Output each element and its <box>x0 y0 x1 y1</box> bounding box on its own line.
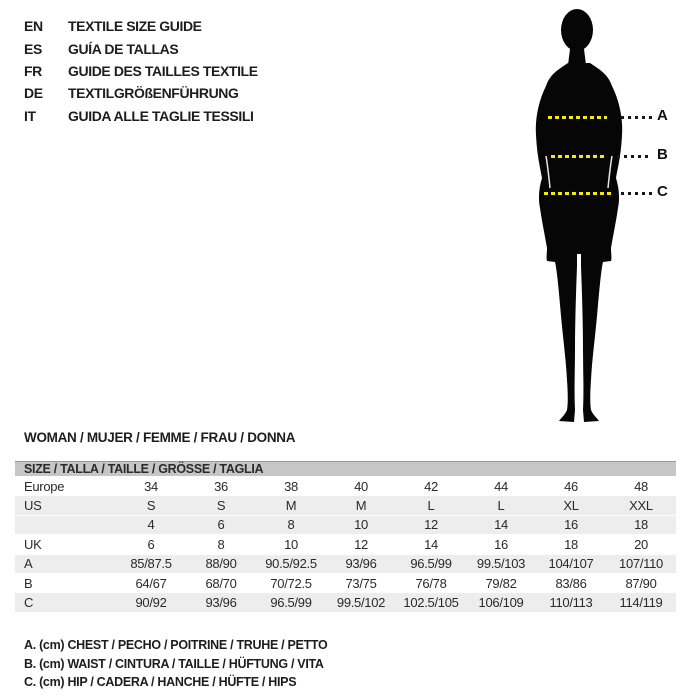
size-cell: 107/110 <box>619 556 663 572</box>
size-cell: 12 <box>354 536 368 552</box>
size-cell: 8 <box>287 517 295 533</box>
language-row-en <box>24 15 258 37</box>
chest-measure-label: A <box>657 107 668 124</box>
size-cell: 46 <box>564 478 578 494</box>
language-row-fr <box>24 60 258 82</box>
size-cell: 87/90 <box>625 575 657 591</box>
size-cell: 106/109 <box>478 595 524 611</box>
size-cell: 6 <box>217 517 225 533</box>
size-cell: 90.5/92.5 <box>265 556 317 572</box>
size-cell: S <box>216 498 226 514</box>
size-cell: 93/96 <box>205 595 237 611</box>
size-cell: 18 <box>634 517 648 533</box>
table-row-waist <box>15 573 676 592</box>
size-cell: 83/86 <box>555 575 587 591</box>
size-cell: 102.5/105 <box>403 595 459 611</box>
waist-measure-label: B <box>657 146 668 163</box>
language-title: GUÍA DE TALLAS <box>68 40 179 57</box>
size-cell: XL <box>563 498 579 514</box>
size-cell: 10 <box>354 517 368 533</box>
size-cell: 6 <box>147 536 155 552</box>
size-cell: 99.5/102 <box>336 595 386 611</box>
size-cell: L <box>497 498 505 514</box>
row-label: US <box>24 498 42 514</box>
section-title: WOMAN / MUJER / FEMME / FRAU / DONNA <box>24 430 296 445</box>
table-row-us <box>15 495 676 514</box>
size-cell: 16 <box>564 517 578 533</box>
size-cell: 70/72.5 <box>270 575 312 591</box>
size-cell: L <box>427 498 435 514</box>
row-label: Europe <box>24 478 65 494</box>
language-code: ES <box>24 40 42 57</box>
size-cell: 96.5/99 <box>410 556 452 572</box>
language-title: GUIDE DES TAILLES TEXTILE <box>68 62 258 79</box>
size-cell: 99.5/103 <box>476 556 526 572</box>
waist-measure-line <box>551 155 604 158</box>
legend-waist: B. (cm) WAIST / CINTURA / TAILLE / HÜFTUNG / VITA <box>24 656 324 671</box>
language-code: FR <box>24 62 42 79</box>
size-cell: 68/70 <box>205 575 237 591</box>
table-row-hip <box>15 592 676 611</box>
chest-measure-line <box>548 116 607 119</box>
waist-pointer-line <box>617 155 652 158</box>
size-cell: 73/75 <box>345 575 377 591</box>
size-cell: 38 <box>284 478 298 494</box>
measurement-legend <box>24 636 327 692</box>
language-title: TEXTILE SIZE GUIDE <box>68 18 202 35</box>
legend-hip: C. (cm) HIP / CADERA / HANCHE / HÜFTE / HIPS <box>24 675 297 690</box>
size-cell: 48 <box>634 478 648 494</box>
woman-silhouette-figure <box>523 8 645 428</box>
size-cell: 90/92 <box>135 595 167 611</box>
size-cell: XXL <box>629 498 653 514</box>
size-cell: 64/67 <box>135 575 167 591</box>
legend-chest: A. (cm) CHEST / PECHO / POITRINE / TRUHE / PETTO <box>24 638 328 653</box>
language-title: TEXTILGRÖßENFÜHRUNG <box>68 85 239 102</box>
language-row-es <box>24 37 258 59</box>
table-row-us-numeric <box>15 515 676 534</box>
size-cell: 93/96 <box>345 556 377 572</box>
size-cell: M <box>285 498 297 514</box>
size-cell: 104/107 <box>548 556 594 572</box>
hip-measure-label: C <box>657 183 668 200</box>
size-cell: 8 <box>217 536 225 552</box>
size-cell: 10 <box>284 536 298 552</box>
size-cell: 4 <box>147 517 155 533</box>
size-cell: 40 <box>354 478 368 494</box>
size-cell: 110/113 <box>549 595 593 611</box>
language-code: DE <box>24 85 43 102</box>
size-cell: M <box>355 498 367 514</box>
size-cell: 114/119 <box>619 595 663 611</box>
row-label: A <box>24 556 33 572</box>
size-cell: 34 <box>144 478 158 494</box>
size-cell: 12 <box>424 517 438 533</box>
chest-pointer-line <box>621 116 652 119</box>
row-label: B <box>24 575 33 591</box>
size-cell: 96.5/99 <box>270 595 312 611</box>
size-cell: 79/82 <box>485 575 517 591</box>
language-row-it <box>24 105 258 127</box>
language-title-block <box>24 15 258 127</box>
table-row-chest <box>15 554 676 573</box>
hip-pointer-line <box>621 192 652 195</box>
size-cell: 85/87.5 <box>130 556 172 572</box>
size-cell: 20 <box>634 536 648 552</box>
row-label: C <box>24 595 34 611</box>
size-cell: S <box>146 498 156 514</box>
language-code: EN <box>24 18 43 35</box>
size-table-header: SIZE / TALLA / TAILLE / GRÖSSE / TAGLIA <box>15 461 676 476</box>
size-cell: 36 <box>214 478 228 494</box>
language-code: IT <box>24 107 36 124</box>
language-row-de <box>24 82 258 104</box>
size-cell: 44 <box>494 478 508 494</box>
size-cell: 42 <box>424 478 438 494</box>
hip-measure-line <box>544 192 611 195</box>
woman-silhouette-image <box>523 8 645 428</box>
table-row-uk <box>15 534 676 553</box>
language-title: GUIDA ALLE TAGLIE TESSILI <box>68 107 254 124</box>
silhouette-neck <box>568 41 586 65</box>
size-cell: 88/90 <box>205 556 237 572</box>
size-cell: 14 <box>424 536 438 552</box>
size-table <box>15 461 676 612</box>
size-cell: 76/78 <box>415 575 447 591</box>
size-cell: 14 <box>494 517 508 533</box>
size-cell: 18 <box>564 536 578 552</box>
row-label: UK <box>24 536 42 552</box>
size-cell: 16 <box>494 536 508 552</box>
table-row-europe <box>15 476 676 495</box>
